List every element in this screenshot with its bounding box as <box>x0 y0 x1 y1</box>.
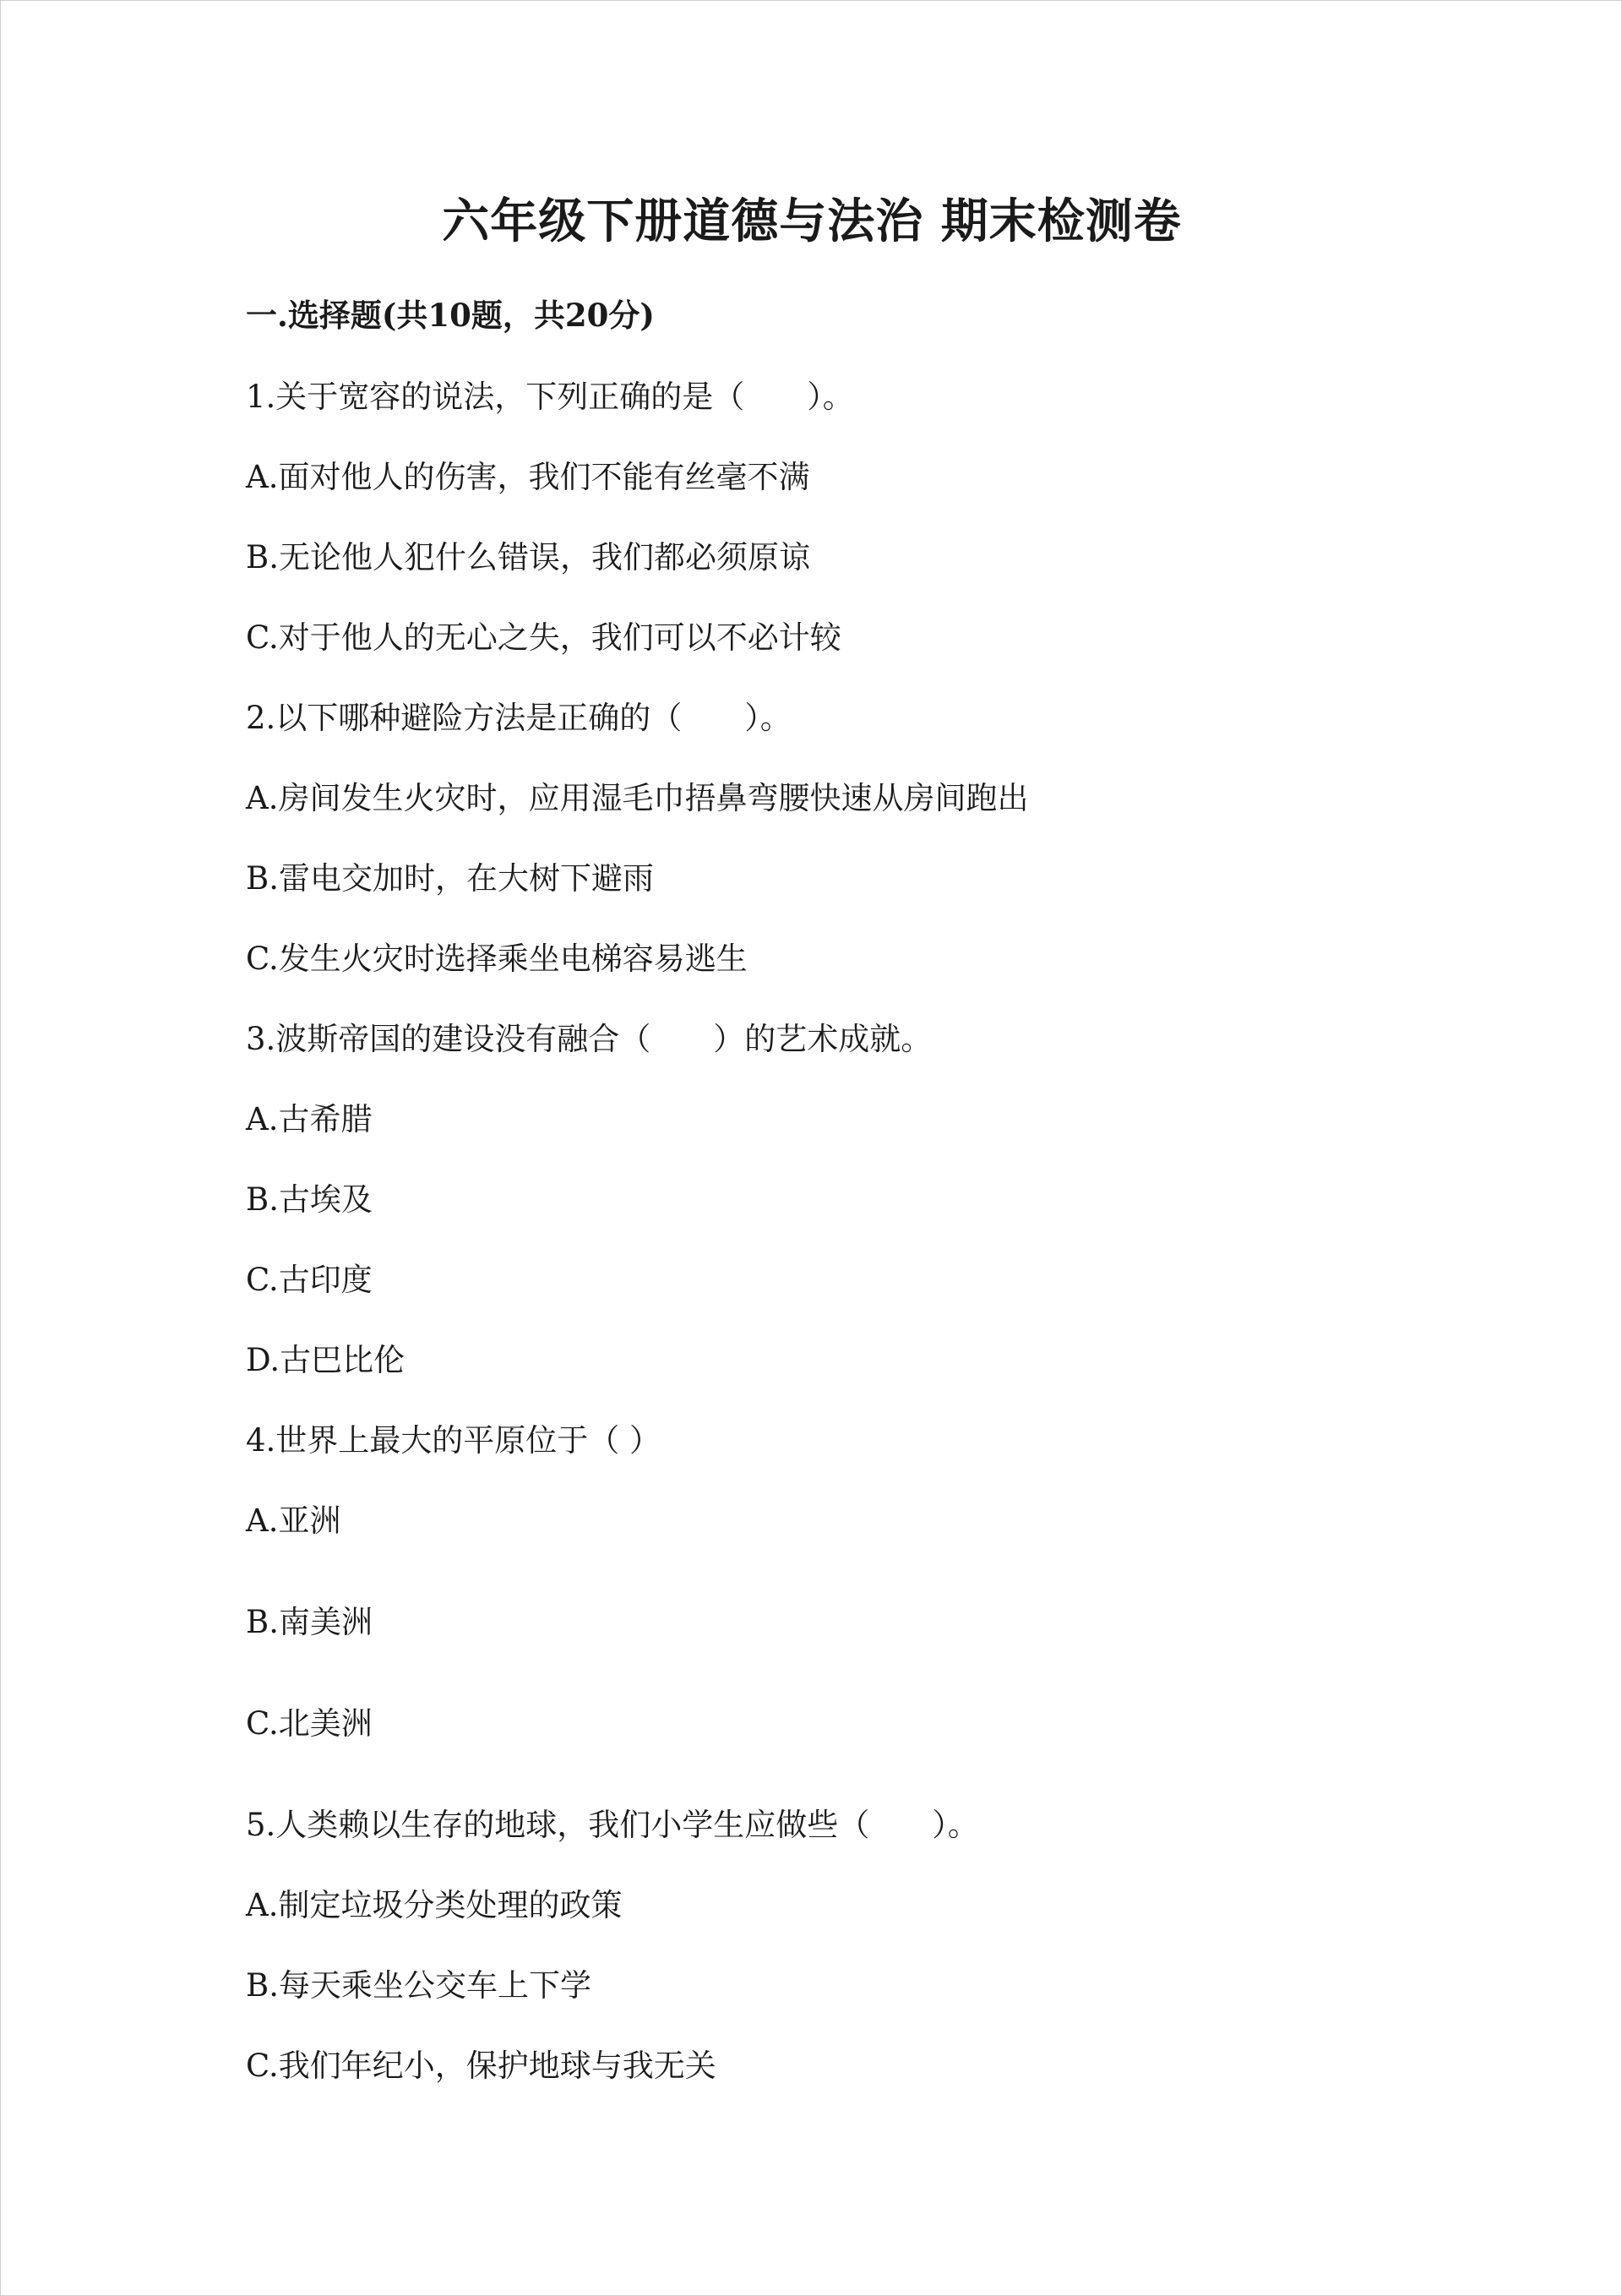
question-5-option-b: B.每天乘坐公交车上下学 <box>246 1967 591 2004</box>
question-4-stem: 4.世界上最大的平原位于（ ） <box>246 1422 661 1459</box>
question-3-option-a: A.古希腊 <box>246 1101 373 1137</box>
question-3-stem: 3.波斯帝国的建设没有融合（ ）的艺术成就。 <box>246 1021 933 1057</box>
question-3-option-c: C.古印度 <box>246 1262 373 1298</box>
section-heading-multiple-choice: 一.选择题(共10题，共20分) <box>246 297 655 334</box>
question-3-option-d: D.古巴比伦 <box>246 1342 406 1378</box>
question-4-option-c: C.北美洲 <box>246 1705 373 1742</box>
question-1-option-a: A.面对他人的伤害，我们不能有丝毫不满 <box>246 459 810 495</box>
question-1-option-b: B.无论他人犯什么错误，我们都必须原谅 <box>246 539 810 575</box>
question-2-option-b: B.雷电交加时，在大树下避雨 <box>246 860 654 897</box>
question-5-stem: 5.人类赖以生存的地球，我们小学生应做些（ ）。 <box>246 1807 979 1843</box>
question-4-option-a: A.亚洲 <box>246 1502 341 1539</box>
question-5-option-a: A.制定垃圾分类处理的政策 <box>246 1887 623 1923</box>
question-4-option-b: B.南美洲 <box>246 1604 373 1640</box>
page-title: 六年级下册道德与法治 期末检测卷 <box>442 194 1182 249</box>
question-5-option-c: C.我们年纪小，保护地球与我无关 <box>246 2048 716 2084</box>
question-2-option-c: C.发生火灾时选择乘坐电梯容易逃生 <box>246 941 748 977</box>
question-2-stem: 2.以下哪种避险方法是正确的（ ）。 <box>246 700 792 736</box>
question-3-option-b: B.古埃及 <box>246 1181 373 1218</box>
question-1-stem: 1.关于宽容的说法，下列正确的是（ ）。 <box>246 379 854 415</box>
question-1-option-c: C.对于他人的无心之失，我们可以不必计较 <box>246 619 841 656</box>
question-2-option-a: A.房间发生火灾时，应用湿毛巾捂鼻弯腰快速从房间跑出 <box>246 780 1029 816</box>
